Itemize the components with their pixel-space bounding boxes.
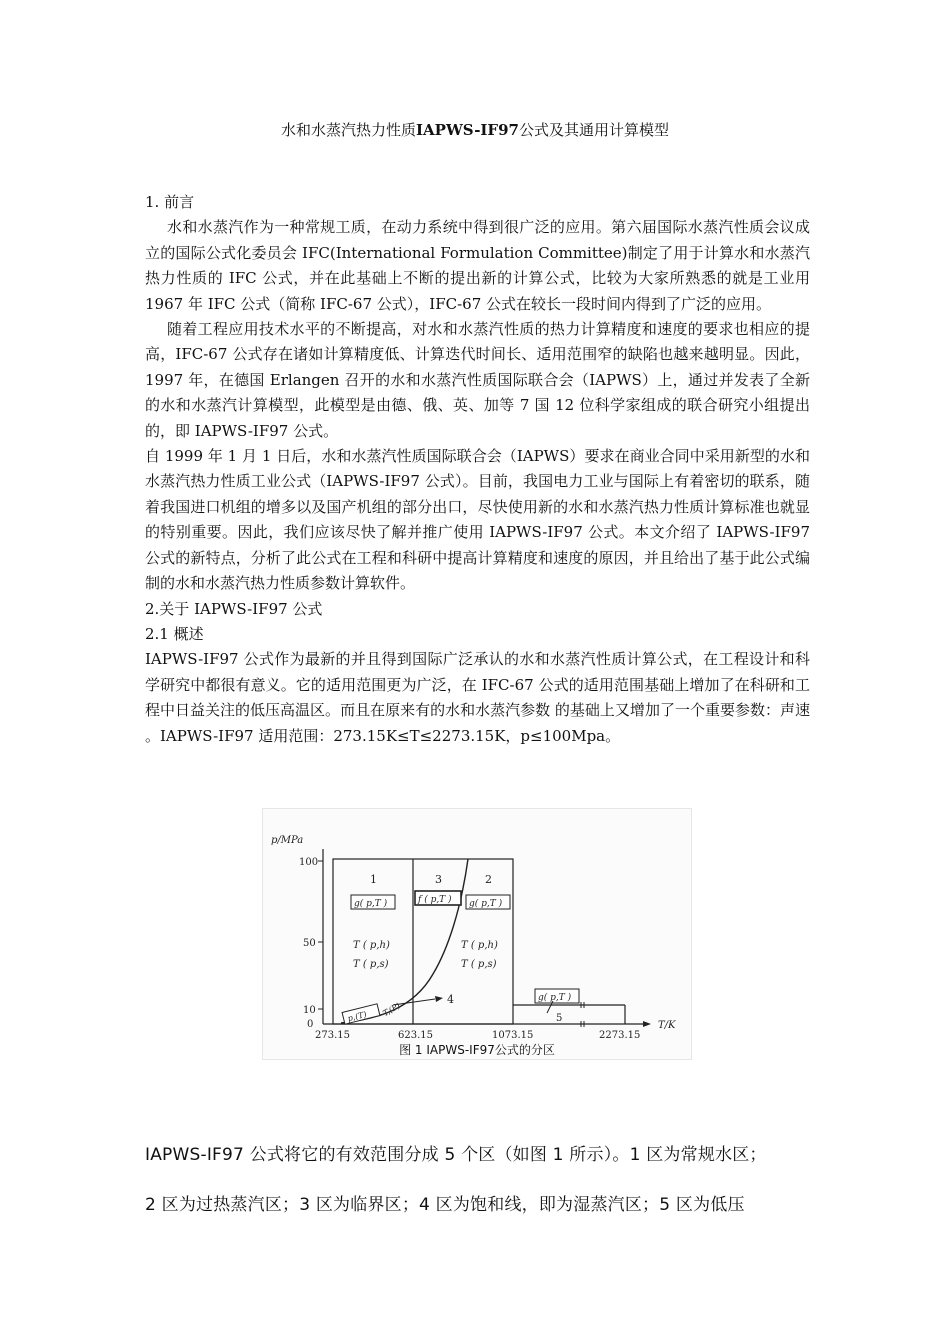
document-title xyxy=(0,119,950,140)
saturation-pressure-label: p,(T) xyxy=(346,1009,368,1024)
region-1-box-label: g( p,T ) xyxy=(354,899,388,909)
x-tick-1073: 1073.15 xyxy=(492,1030,534,1041)
region-5-box-label: g( p,T ) xyxy=(538,993,572,1003)
section-heading-about: 2.关于 IAPWS-IF97 公式 xyxy=(145,599,323,618)
region-2-box-label: g( p,T ) xyxy=(469,899,503,909)
title-bold: IAPWS-IF97 xyxy=(416,121,519,139)
y-tick-50: 50 xyxy=(303,938,316,949)
region-3-box-label: f ( p,T ) xyxy=(418,895,452,905)
x-tick-273: 273.15 xyxy=(315,1030,350,1041)
section-heading-intro: 1. 前言 xyxy=(145,193,195,211)
x-axis-label: T/K xyxy=(658,1020,676,1031)
region-2-formula-s: T ( p,s) xyxy=(461,959,497,970)
region-5-number: 5 xyxy=(556,1013,563,1024)
region-diagram xyxy=(263,809,691,1059)
paragraph-development: 随着工程应用技术水平的不断提高，对水和水蒸汽性质的热力计算精度和速度的要求也相应的提高，IFC-67 公式存在诸如计算精度低、计算迭代时间长、适用范围窄的缺陷也越来越明显。因此，1997 年，在德国 Erlangen 召开的水和水蒸汽性质国际联合会（IAPWS）上，通过并发表了全新的水和水蒸汽计算模型，此模型是由德、俄、英、加等 7 国 12 位科学家组成的联合研究小组提出的，即 IAPWS-IF97 公式。 xyxy=(145,320,810,440)
subsection-heading-overview: 2.1 概述 xyxy=(145,624,204,643)
x-tick-2273: 2273.15 xyxy=(599,1030,641,1041)
region-3-number: 3 xyxy=(435,873,442,886)
title-suffix: 公式及其通用计算模型 xyxy=(518,121,669,139)
region-2-number: 2 xyxy=(485,873,492,886)
x-tick-623: 623.15 xyxy=(398,1030,433,1041)
figure-caption: 图 1 IAPWS-IF97公式的分区 xyxy=(399,1043,555,1057)
title-prefix: 水和水蒸汽热力性质 xyxy=(281,121,417,139)
y-tick-0: 0 xyxy=(307,1019,314,1030)
y-tick-100: 100 xyxy=(299,857,319,868)
region-2-formula-h: T ( p,h) xyxy=(461,940,498,951)
region-4-pointer xyxy=(393,999,435,1005)
y-axis-label: p/MPa xyxy=(271,835,304,846)
region-1-formula-s: T ( p,s) xyxy=(353,959,389,970)
paragraph-adoption: 自 1999 年 1 月 1 日后，水和水蒸汽性质国际联合会（IAPWS）要求在商业合同中采用新型的水和水蒸汽热力性质工业公式（IAPWS-IF97 公式）。目前，我国电力工业与国际上有着密切的联系，随着我国进口机组的增多以及国产机组的部分出口，尽快使用新的水和水蒸汽热力性质计算标准也就显的特别重要。因此，我们应该尽快了解并推广使用 IAPWS-IF97 公式。本文介绍了 IAPWS-IF97 公式的新特点，分析了此公式在工程和科研中提高计算精度和速度的原因，并且给出了基于此公式编制的水和水蒸汽热力性质参数计算软件。 xyxy=(145,447,810,593)
paragraph-intro: 水和水蒸汽作为一种常规工质，在动力系统中得到很广泛的应用。第六届国际水蒸汽性质会议成立的国际公式化委员会 IFC(International Formulation Committee)制定了用于计算水和水蒸汽热力性质的 IFC 公式，并在此基础上不断的提出新的计算公式，比较为大家所熟悉的就是工业用 1967 年 IFC 公式（简称 IFC-67 公式），IFC-67 公式在较长一段时间内得到了广泛的应用。 xyxy=(145,218,810,313)
region-4-number: 4 xyxy=(447,993,454,1006)
regions-description-line-1: IAPWS-IF97 公式将它的有效范围分成 5 个区（如图 1 所示）。1 区为常规水区； xyxy=(145,1145,767,1165)
paragraph-overview: IAPWS-IF97 公式作为最新的并且得到国际广泛承认的水和水蒸汽性质计算公式，在工程设计和科学研究中都很有意义。它的适用范围更为广泛，在 IFC-67 公式的适用范围基础上增加了在科研和工程中日益关注的低压高温区。而且在原来有的水和水蒸汽参数 的基础上又增加了一个重要参数：声速 。IAPWS-IF97 适用范围：273.15K≤T≤2273.15K，p≤100Mpa。 xyxy=(145,650,810,745)
saturation-temperature-label: T,(P) xyxy=(381,1001,402,1019)
x-axis-arrow xyxy=(643,1021,651,1027)
region-1-formula-h: T ( p,h) xyxy=(353,940,390,951)
body-text xyxy=(145,190,810,749)
region-1-number: 1 xyxy=(370,873,377,886)
y-tick-10: 10 xyxy=(303,1005,316,1016)
regions-description-line-2: 2 区为过热蒸汽区；3 区为临界区；4 区为饱和线，即为湿蒸汽区；5 区为低压 xyxy=(145,1195,745,1215)
region-figure xyxy=(262,808,692,1060)
